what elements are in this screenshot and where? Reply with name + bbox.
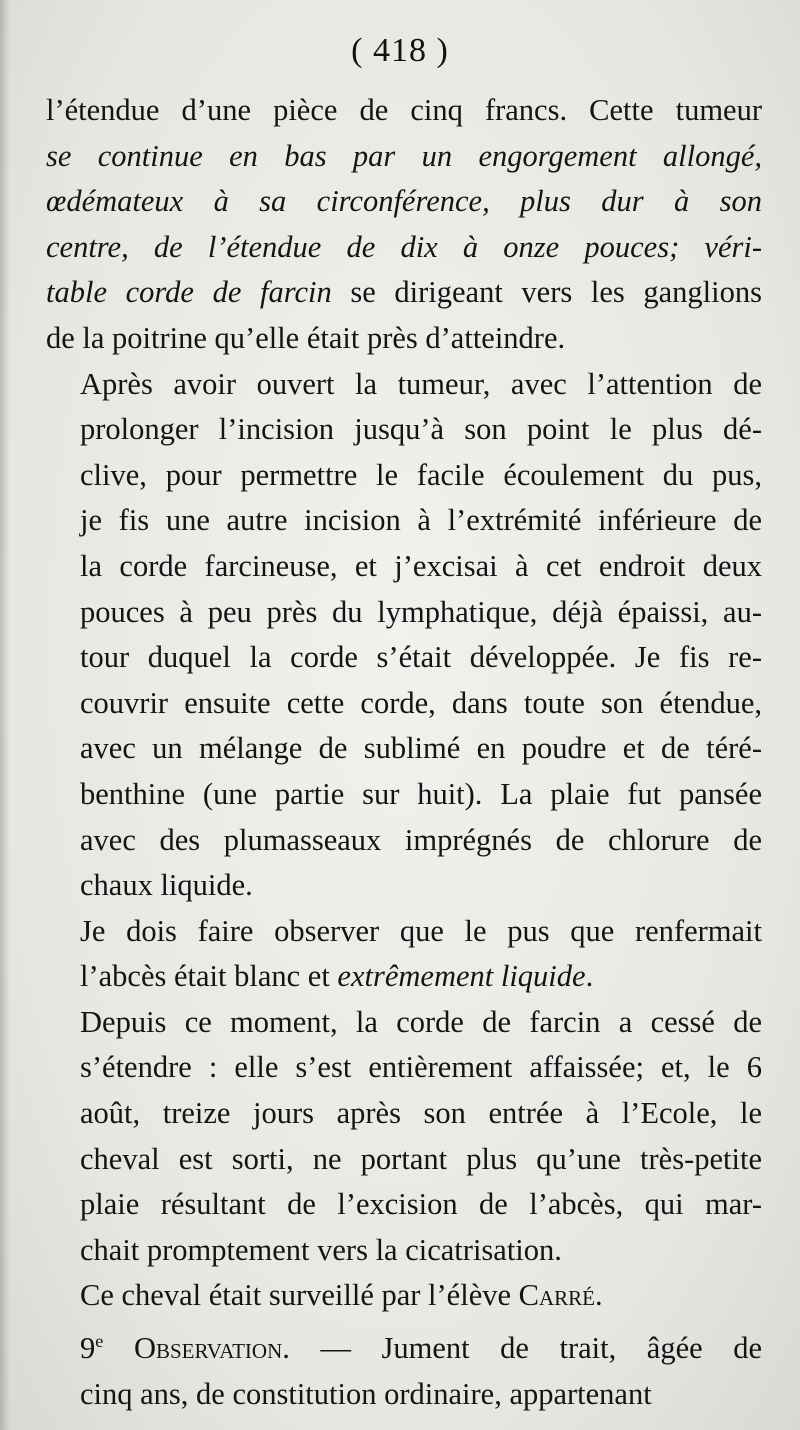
paragraph xyxy=(46,1273,762,1319)
paragraph xyxy=(46,1000,762,1274)
text-segment: e xyxy=(95,1331,104,1352)
text-line xyxy=(46,772,762,818)
text-segment: Depuis ce moment, la corde de farcin a cessé de xyxy=(80,1004,762,1039)
text-line xyxy=(46,681,762,727)
text-segment: œdémateux à sa circonférence, plus dur à son xyxy=(46,184,762,219)
text-line xyxy=(46,270,762,316)
text-line xyxy=(46,1273,762,1319)
text-segment: s’étendre : elle s’est entièrement affaissée; et, le 6 xyxy=(80,1050,762,1085)
text-line xyxy=(46,1000,762,1046)
text-segment: chait promptement vers la cicatrisation. xyxy=(80,1232,562,1267)
text-segment: Ce cheval était surveillé par l’élève xyxy=(80,1278,519,1313)
text-line xyxy=(46,635,762,681)
text-segment: Je dois faire observer que le pus que renfermait xyxy=(80,913,762,948)
text-line xyxy=(46,909,762,955)
text-line xyxy=(46,1045,762,1091)
text-segment: 9 xyxy=(80,1331,96,1366)
text-segment: extrêmement liquide xyxy=(337,959,586,994)
paragraph xyxy=(46,88,762,362)
text-segment: la corde farcineuse, et j’excisai à cet endroit deux xyxy=(80,548,762,583)
text-segment: prolonger l’incision jusqu’à son point le plus dé- xyxy=(80,412,762,447)
text-segment: l’étendue d’une pièce de cinq francs. Cette tumeur xyxy=(46,93,762,127)
text-segment: benthine (une partie sur huit). La plaie fut pansée xyxy=(80,776,762,811)
paragraph xyxy=(46,1319,762,1417)
text-line xyxy=(46,1319,762,1372)
text-segment: Observation xyxy=(133,1331,283,1366)
text-line xyxy=(46,134,762,180)
text-segment: cinq ans, de constitution ordinaire, appartenant xyxy=(80,1376,652,1411)
text-line xyxy=(46,453,762,499)
text-line xyxy=(46,1228,762,1274)
text-segment: . xyxy=(595,1278,603,1313)
page-edge-shadow xyxy=(0,0,10,1430)
text-segment: je fis une autre incision à l’extrémité inférieure de xyxy=(80,503,762,538)
text-line xyxy=(46,316,762,362)
text-segment: . — Jument de trait, âgée de xyxy=(282,1331,762,1366)
text-line xyxy=(46,1182,762,1228)
text-segment: chaux liquide. xyxy=(80,868,253,903)
text-segment: plaie résultant de l’excision de l’abcès, qui mar- xyxy=(80,1187,762,1222)
text-segment: Carré xyxy=(518,1278,596,1313)
text-line xyxy=(46,1091,762,1137)
page-number: ( 418 ) xyxy=(351,32,449,69)
text-segment: avec des plumasseaux imprégnés de chlorure de xyxy=(80,822,762,857)
text-line xyxy=(46,544,762,590)
text-segment: avec un mélange de sublimé en poudre et de téré- xyxy=(80,731,762,766)
text-line xyxy=(46,818,762,864)
text-line xyxy=(46,1137,762,1183)
text-segment: tour duquel la corde s’était développée. Je fis re- xyxy=(80,640,762,675)
text-line xyxy=(46,179,762,225)
text-segment: clive, pour permettre le facile écoulement du pus, xyxy=(80,457,762,492)
text-line xyxy=(46,954,762,1000)
paragraph xyxy=(46,362,762,909)
paragraph xyxy=(46,909,762,1000)
body-text xyxy=(46,88,762,1417)
text-segment: table corde de farcin xyxy=(46,275,332,310)
text-line xyxy=(46,88,762,134)
text-line xyxy=(46,407,762,453)
text-line xyxy=(46,863,762,909)
text-line xyxy=(46,590,762,636)
text-line xyxy=(46,225,762,271)
text-line xyxy=(46,726,762,772)
text-line xyxy=(46,498,762,544)
text-segment: Après avoir ouvert la tumeur, avec l’attention de xyxy=(80,366,762,401)
text-segment: centre, de l’étendue de dix à onze pouces; véri- xyxy=(46,229,762,264)
text-segment: août, treize jours après son entrée à l’Ecole, le xyxy=(80,1096,762,1131)
text-segment: l’abcès était blanc et xyxy=(80,959,338,994)
text-segment xyxy=(103,1331,134,1365)
text-segment: . xyxy=(585,959,594,994)
text-line xyxy=(46,1372,762,1418)
text-segment: se continue en bas par un engorgement allongé, xyxy=(46,138,762,173)
text-segment: pouces à peu près du lymphatique, déjà épaissi, au- xyxy=(80,594,762,629)
text-line xyxy=(46,362,762,408)
text-segment: se dirigeant vers les ganglions xyxy=(331,275,763,310)
text-segment: couvrir ensuite cette corde, dans toute son étendue, xyxy=(80,685,762,720)
text-segment: cheval est sorti, ne portant plus qu’une très-petite xyxy=(80,1141,762,1176)
text-segment: de la poitrine qu’elle était près d’atteindre. xyxy=(46,320,566,355)
